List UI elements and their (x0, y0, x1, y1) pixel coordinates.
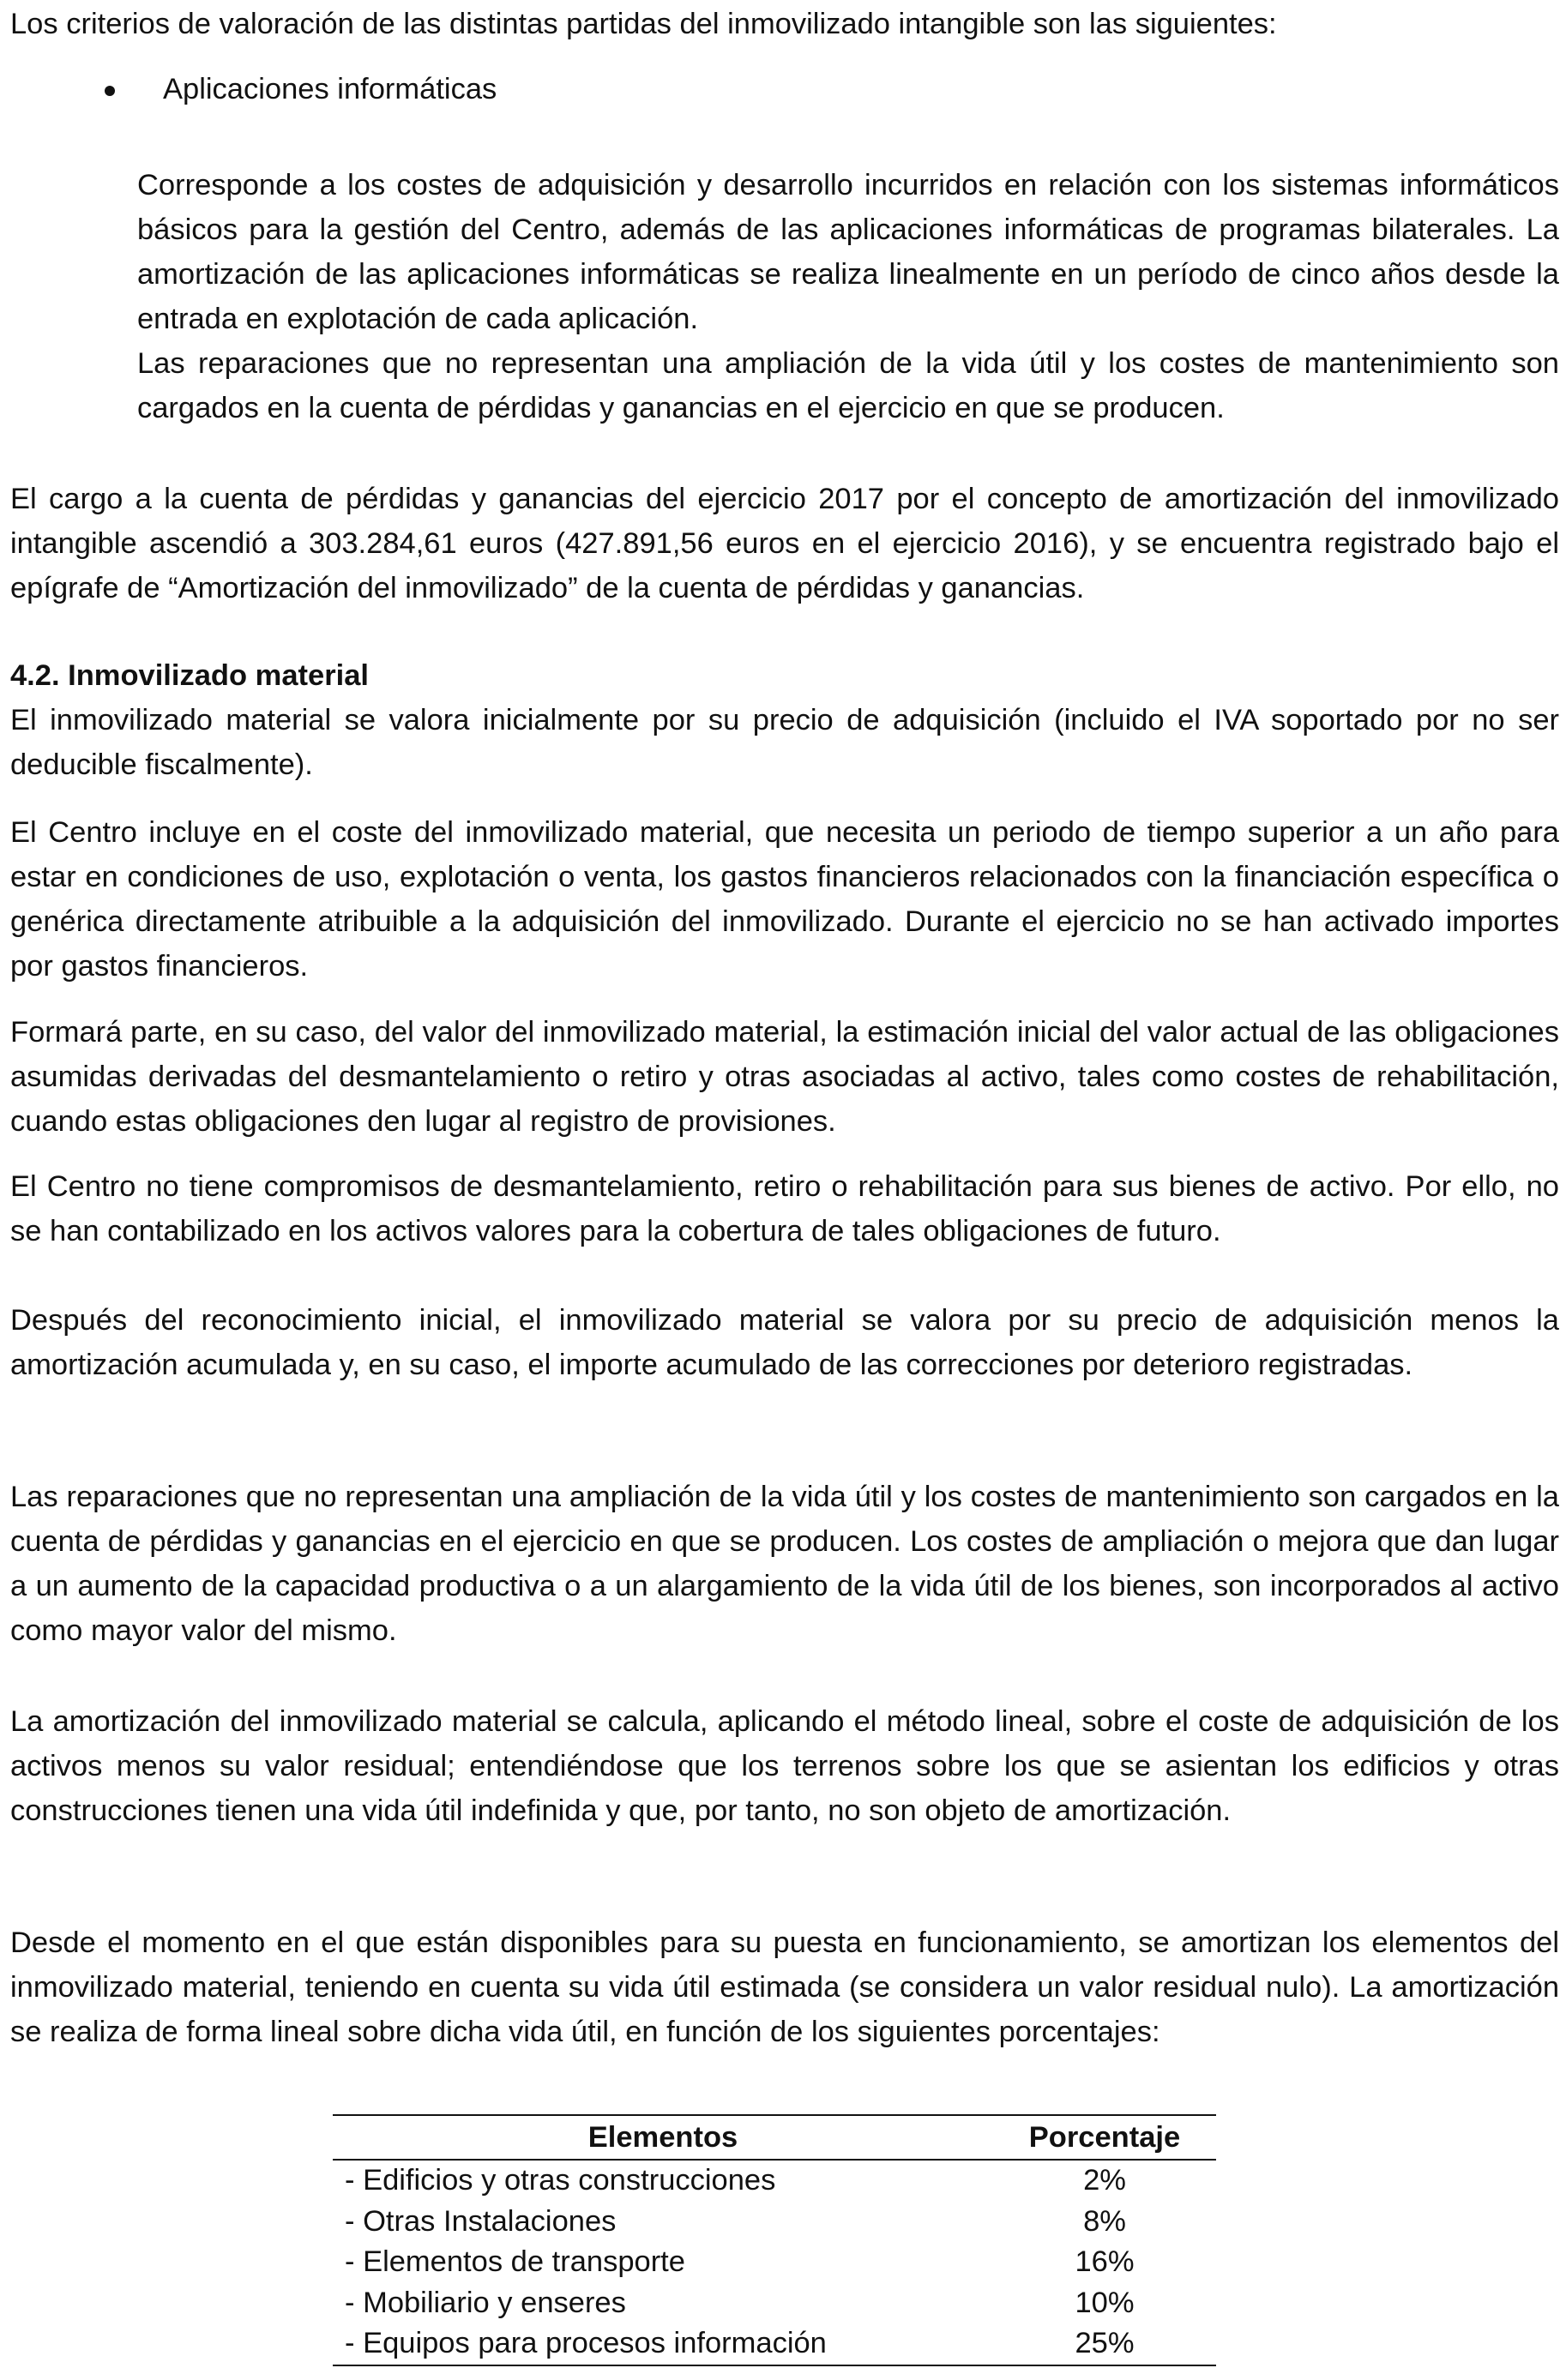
apps-paragraph-1: Corresponde a los costes de adquisición y desarrollo incurridos en relación con los sistemas informáticos básicos para la gestión del Centro, además de las aplicaciones informáticas de programas bilaterales. La amortización de las aplicaciones informáticas se realiza linealmente en un período de cinco años desde la entrada en explotación de cada aplicación. (137, 169, 1559, 335)
bullet-label: Aplicaciones informáticas (163, 73, 497, 105)
table-cell-elemento: - Otras Instalaciones (345, 2204, 617, 2238)
table-cell-porcentaje: 8% (1083, 2204, 1126, 2238)
amortizacion-paragraph: La amortización del inmovilizado material se calcula, aplicando el método lineal, sobre el coste de adquisición de los activos menos su valor residual; entendiéndose que los terrenos sobre los que se asientan los edificios y otras construcciones tienen una vida útil indefinida y que, por tanto, no son objeto de amortización. (10, 1705, 1559, 1827)
intro-paragraph: Los criterios de valoración de las distintas partidas del inmovilizado intangible son las siguientes: (10, 8, 1277, 40)
apps-paragraph-2: Las reparaciones que no representan una ampliación de la vida útil y los costes de mantenimiento son cargados en la cuenta de pérdidas y ganancias en el ejercicio en que se producen. (137, 347, 1559, 424)
compromisos-paragraph: El Centro no tiene compromisos de desmantelamiento, retiro o rehabilitación para sus bienes de activo. Por ello, no se han contabilizado en los activos valores para la cobertura de tales obligaciones de futuro. (10, 1170, 1559, 1247)
table-row (333, 2160, 1216, 2202)
table-header-row (333, 2115, 1216, 2160)
valora-paragraph: El inmovilizado material se valora inicialmente por su precio de adquisición (incluido el IVA soportado por no ser deducible fiscalmente). (10, 704, 1559, 781)
formara-paragraph: Formará parte, en su caso, del valor del inmovilizado material, la estimación inicial del valor actual de las obligaciones asumidas derivadas del desmantelamiento o retiro y otras asociadas al activo, tales como costes de rehabilitación, cuando estas obligaciones den lugar al registro de provisiones. (10, 1016, 1559, 1138)
table-cell-porcentaje: 10% (1075, 2286, 1135, 2319)
table-row (333, 2202, 1216, 2243)
table-row (333, 2283, 1216, 2324)
header-porcentaje: Porcentaje (1028, 2120, 1181, 2154)
table-cell-elemento: - Mobiliario y enseres (345, 2286, 626, 2319)
desde-paragraph: Desde el momento en el que están disponibles para su puesta en funcionamiento, se amortizan los elementos del inmovilizado material, teniendo en cuenta su vida útil estimada (se considera un valor residual nulo). La amortización se realiza de forma lineal sobre dicha vida útil, en función de los siguientes porcentajes: (10, 1926, 1559, 2048)
table-row (333, 2323, 1216, 2365)
reparaciones-paragraph: Las reparaciones que no representan una ampliación de la vida útil y los costes de mantenimiento son cargados en la cuenta de pérdidas y ganancias en el ejercicio en que se producen. Los costes de ampliación o mejora que dan lugar a un aumento de la capacidad productiva o a un alargamiento de la vida útil de los bienes, son incorporados al activo como mayor valor del mismo. (10, 1481, 1559, 1647)
header-elementos: Elementos (587, 2120, 738, 2154)
table-cell-elemento: - Equipos para procesos información (345, 2327, 827, 2360)
despues-paragraph: Después del reconocimiento inicial, el inmovilizado material se valora por su precio de adquisición menos la amortización acumulada y, en su caso, el importe acumulado de las correcciones por deterioro registradas. (10, 1304, 1559, 1381)
table-cell-elemento: - Elementos de transporte (345, 2245, 685, 2279)
coste-paragraph: El Centro incluye en el coste del inmovilizado material, que necesita un periodo de tiempo superior a un año para estar en condiciones de uso, explotación o venta, los gastos financieros relacionados con la financiación específica o genérica directamente atribuible a la adquisición del inmovilizado. Durante el ejercicio no se han activado importes por gastos financieros. (10, 816, 1559, 983)
table-row (333, 2242, 1216, 2283)
bullet-icon (105, 86, 115, 96)
table-cell-porcentaje: 16% (1075, 2245, 1135, 2279)
table-cell-porcentaje: 2% (1083, 2164, 1126, 2197)
section-heading: 4.2. Inmovilizado material (10, 659, 369, 692)
table-cell-elemento: - Edificios y otras construcciones (345, 2164, 776, 2197)
table-cell-porcentaje: 25% (1075, 2327, 1135, 2360)
amortization-table (333, 2114, 1216, 2366)
cargo-paragraph: El cargo a la cuenta de pérdidas y ganancias del ejercicio 2017 por el concepto de amortización del inmovilizado intangible ascendió a 303.284,61 euros (427.891,56 euros en el ejercicio 2016), y se encuentra registrado bajo el epígrafe de “Amortización del inmovilizado” de la cuenta de pérdidas y ganancias. (10, 483, 1559, 604)
